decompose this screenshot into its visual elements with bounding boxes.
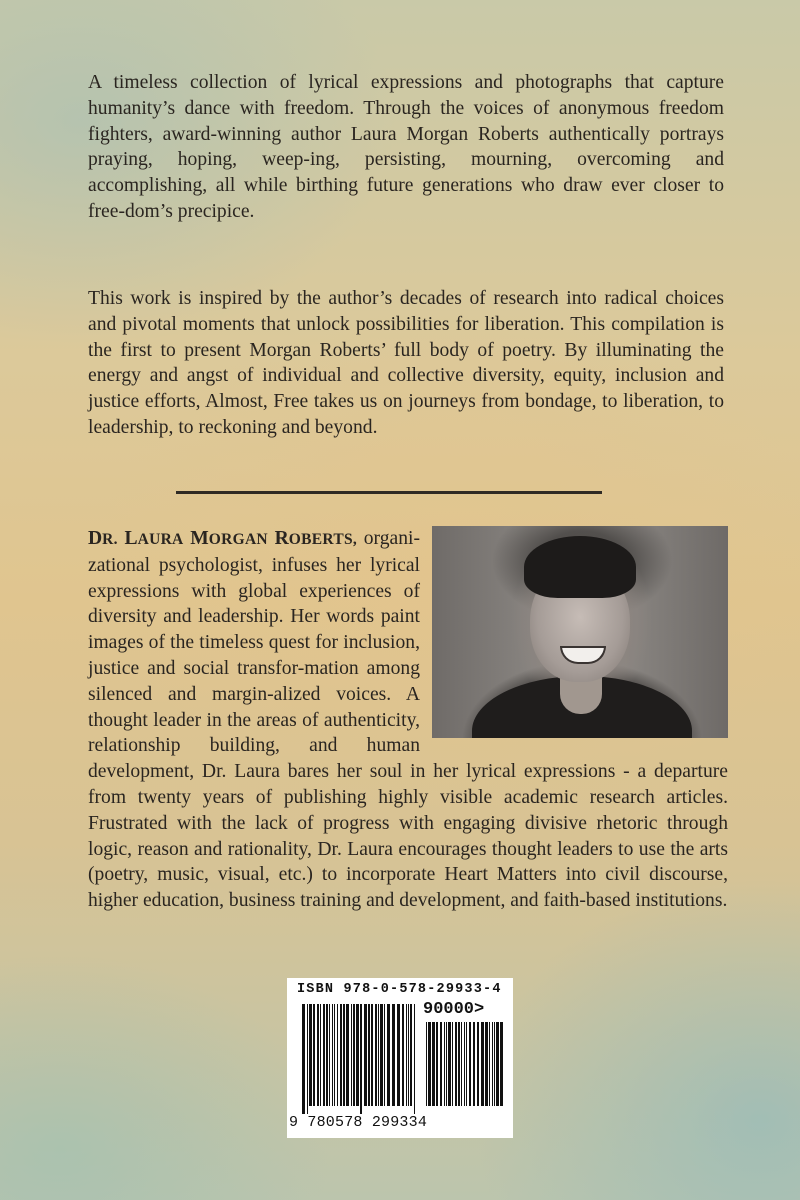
barcode-bar xyxy=(492,1022,493,1106)
barcode-bar xyxy=(496,1022,499,1106)
barcode-bar xyxy=(356,1004,359,1106)
barcode-bar xyxy=(323,1004,325,1106)
barcode-bar xyxy=(428,1022,431,1106)
author-photo-hair xyxy=(524,536,636,598)
blurb-paragraph-2: This work is inspired by the author’s decades of research into radical choices and pivotal moments that unlock possibilities for liberation. This compilation is the first to present Morgan Roberts’ full body of poetry. By illuminating the energy and angst of individual and collective diversity, equity, inclusion and justice efforts, Almost, Free takes us on journeys from bondage, to liberation, to leadership, to reckoning and beyond. xyxy=(88,288,724,438)
barcode-bar xyxy=(477,1022,479,1106)
blurb-paragraph-1: A timeless collection of lyrical expressions and photographs that capture humanity’s dance with freedom. Through the voices of anonymous freedom fighters, award-winning author Laura Morgan Roberts authentically portrays praying, hoping, weep-ing, persisting, mourning, overcoming and accomplishing, all while birthing future generations who draw ever closer to free-dom’s precipice. xyxy=(88,72,724,222)
barcode-bar xyxy=(313,1004,315,1106)
barcode-bar xyxy=(410,1004,412,1106)
barcode-bar xyxy=(448,1022,451,1106)
author-name: DR. LAURA MORGAN ROBERTS, xyxy=(88,528,358,549)
author-photo xyxy=(432,526,728,738)
barcode-digits: 9 780578 299334 xyxy=(289,1114,428,1131)
author-bio xyxy=(88,526,728,914)
barcode-bar xyxy=(346,1004,349,1106)
price-code: 90000> xyxy=(423,1000,485,1019)
barcode-bar xyxy=(387,1004,390,1106)
barcode-bar xyxy=(461,1022,462,1106)
barcode-bar xyxy=(397,1004,400,1106)
barcode-bar xyxy=(343,1004,345,1106)
barcode-bar xyxy=(351,1004,352,1106)
barcode-bar xyxy=(489,1022,490,1106)
barcode-bar xyxy=(408,1004,409,1106)
barcode-bar xyxy=(380,1004,383,1106)
barcode-bar xyxy=(500,1022,503,1106)
barcode-bar xyxy=(317,1004,319,1106)
barcode-bar xyxy=(432,1022,435,1106)
barcode-bar xyxy=(485,1022,488,1106)
isbn-barcode xyxy=(287,978,513,1138)
barcode-bar xyxy=(360,1004,362,1114)
barcode-bar xyxy=(406,1004,407,1106)
isbn-label: ISBN 978-0-578-29933-4 xyxy=(297,982,502,997)
barcode-bar xyxy=(426,1022,427,1106)
barcode-bar xyxy=(466,1022,467,1106)
barcode-bar xyxy=(455,1022,457,1106)
section-divider xyxy=(176,491,602,494)
barcode-bar xyxy=(473,1022,475,1106)
barcode-bar xyxy=(464,1022,465,1106)
barcode-bar xyxy=(320,1004,321,1106)
barcode-bar xyxy=(332,1004,333,1106)
barcode-bar xyxy=(326,1004,328,1106)
barcode-bar xyxy=(364,1004,367,1106)
author-bio-text: organi-zational psychologist, infuses her lyrical expressions with global experiences of diversity and leadership. Her words paint images of the timeless quest for inclusion, justice and social transfor-mation among silenced and margin-alized voices. A thought leader in the areas of authenticity, relationship building, and human development, Dr. Laura bares her soul in her lyrical expressions - a departure from twenty years of publishing highly visible academic research articles. Frustrated with the lack of progress with engaging divisive rhetoric through logic, reason and rationality, Dr. Laura encourages thought leaders to use the arts (poetry, music, visual, etc.) to incorporate Heart Matters into civil discourse, higher education, business training and development, and faith-based institutions. xyxy=(88,528,728,912)
barcode-bar xyxy=(440,1022,442,1106)
barcode-bar xyxy=(329,1004,330,1106)
barcode-bar xyxy=(302,1004,305,1114)
barcode-bar xyxy=(353,1004,355,1106)
barcode-bar xyxy=(458,1022,460,1106)
barcode-bar xyxy=(378,1004,379,1106)
barcode-bar xyxy=(375,1004,377,1106)
barcode-bar xyxy=(469,1022,471,1106)
barcode-bars-addon xyxy=(425,1022,503,1114)
barcode-bar xyxy=(481,1022,484,1106)
barcode-bar xyxy=(337,1004,338,1106)
barcode-bar xyxy=(392,1004,395,1106)
barcode-bar xyxy=(334,1004,335,1106)
barcode-bar xyxy=(436,1022,438,1106)
barcode-bar xyxy=(414,1004,415,1114)
barcode-bar xyxy=(368,1004,370,1106)
barcode-bar xyxy=(340,1004,342,1106)
barcode-bar xyxy=(384,1004,385,1106)
barcode-bar xyxy=(494,1022,495,1106)
barcode-bar xyxy=(446,1022,447,1106)
barcode-bar xyxy=(452,1022,453,1106)
barcode-bar xyxy=(402,1004,404,1106)
barcode-bar xyxy=(309,1004,312,1106)
barcode-bar xyxy=(444,1022,445,1106)
barcode-bar xyxy=(307,1004,308,1114)
barcode-bars-main xyxy=(301,1004,419,1114)
barcode-bar xyxy=(371,1004,373,1106)
